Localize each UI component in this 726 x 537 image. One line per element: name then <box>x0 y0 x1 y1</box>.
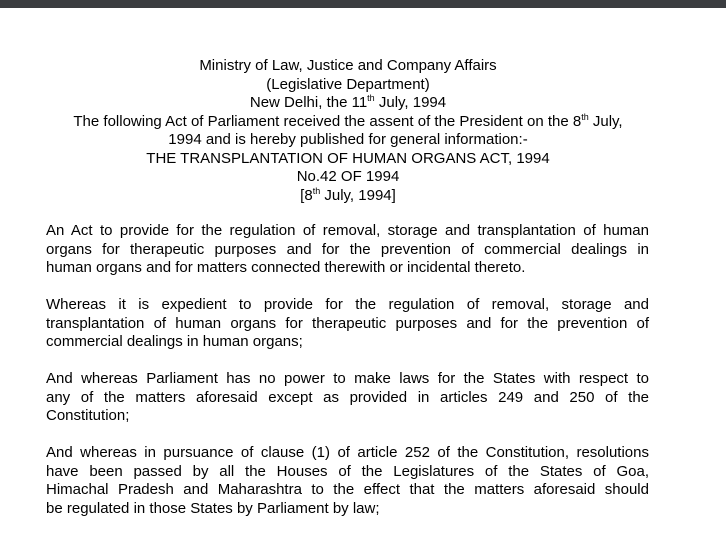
act-date-prefix: [8 <box>300 186 313 204</box>
assent-prefix: The following Act of Parliament received the assent of the President on the 8 <box>73 112 582 130</box>
document-header <box>0 57 696 205</box>
paragraph-line: Himachal Pradesh and Maharashtra to the effect that the matters aforesaid should <box>46 481 649 498</box>
paragraph-line: be regulated in those States by Parliament by law; <box>46 499 380 517</box>
assent-ordinal: th <box>581 111 589 122</box>
assent-line <box>0 113 696 132</box>
paragraph-line: Constitution; <box>46 407 130 424</box>
act-date <box>0 187 696 206</box>
paragraph-line: human organs and for matters connected therewith or incidental thereto. <box>46 259 526 276</box>
paragraph-line: organs for therapeutic purposes and for the prevention of commercial dealings in <box>46 240 649 258</box>
act-title: THE TRANSPLANTATION OF HUMAN ORGANS ACT, 1994 <box>146 149 550 167</box>
act-date-ordinal: th <box>312 185 321 196</box>
paragraph-line: any of the matters aforesaid except as provided in articles 249 and 250 of the <box>46 388 649 406</box>
paragraph-line: And whereas in pursuance of clause (1) of article 252 of the Constitution, resolutions <box>46 444 649 461</box>
date-ordinal: th <box>367 93 375 103</box>
date-prefix: New Delhi, the 11 <box>249 94 368 111</box>
paragraph-long-title <box>46 222 649 278</box>
act-date-suffix: July, 1994] <box>320 186 396 204</box>
date-suffix: July, 1994 <box>374 94 447 111</box>
paragraph-whereas-2 <box>46 370 649 426</box>
paragraph-line: have been passed by all the Houses of the Legislatures of the States of Goa, <box>46 462 649 480</box>
ministry-line: Ministry of Law, Justice and Company Affairs <box>199 57 497 74</box>
paragraph-whereas-3 <box>46 444 649 518</box>
paragraph-line: Whereas it is expedient to provide for the regulation of removal, storage and <box>46 296 649 313</box>
assent-suffix: July, <box>588 112 623 130</box>
paragraph-line: transplantation of human organs for therapeutic purposes and for the prevention of <box>46 314 649 332</box>
paragraph-whereas-1 <box>46 296 649 352</box>
assent-line-2: 1994 and is hereby published for general information:- <box>168 131 528 148</box>
paragraph-line: And whereas Parliament has no power to make laws for the States with respect to <box>46 370 649 387</box>
paragraph-line: commercial dealings in human organs; <box>46 333 303 350</box>
document-body <box>46 222 649 537</box>
department-line: (Legislative Department) <box>266 75 430 93</box>
paragraph-line: An Act to provide for the regulation of removal, storage and transplantation of human <box>46 222 649 239</box>
act-number: No.42 OF 1994 <box>296 168 400 185</box>
date-line <box>0 94 696 113</box>
